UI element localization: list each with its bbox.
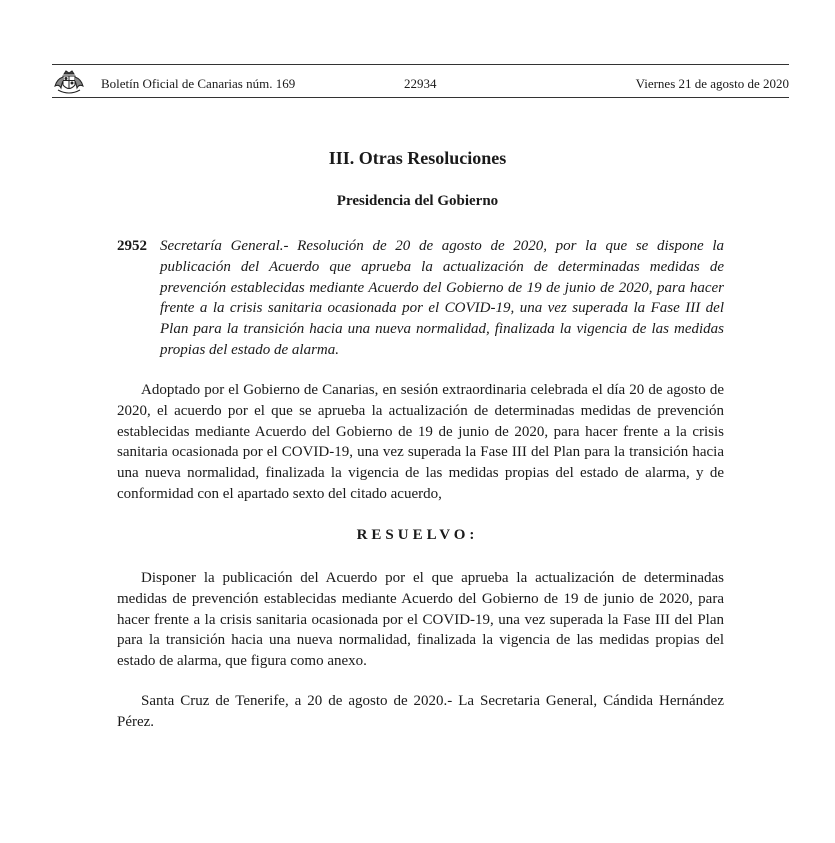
signature-paragraph: Santa Cruz de Tenerife, a 20 de agosto de 2020.- La Secretaria General, Cándida Hernández Pérez. — [117, 693, 724, 730]
body-paragraph-2: Disponer la publicación del Acuerdo por el que aprueba la actualización de determinadas medidas de prevención establecidas mediante Acuerdo del Gobierno de 19 de junio de 2020, para hacer frente a la crisis sanitaria ocasionada por el COVID-19, una vez superada la Fase III del Plan para la transición hacia una nueva normalidad, finalizada la vigencia de las medidas propias del estado de alarma, que figura como anexo. — [117, 570, 724, 670]
page-header — [52, 70, 789, 96]
header-bottom-rule — [52, 97, 789, 98]
coat-of-arms-icon — [52, 68, 86, 96]
resolution-text: Secretaría General.- Resolución de 20 de agosto de 2020, por la que se dispone la publicación del Acuerdo que aprueba la actualización de determinadas medidas de prevención establecidas mediante Acuerdo del Gobierno de 19 de junio de 2020, para hacer frente a la crisis sanitaria ocasionada por el COVID-19, una vez superada la Fase III del Plan para la transición hacia una nueva normalidad, finalizada la vigencia de las medidas propias del estado de alarma. — [160, 238, 724, 358]
section-title: III. Otras Resoluciones — [328, 148, 507, 168]
publication-date: Viernes 21 de agosto de 2020 — [635, 76, 789, 91]
resolution-summary — [117, 236, 724, 361]
resuelvo-heading: RESUELVO: — [356, 527, 479, 543]
department-title: Presidencia del Gobierno — [336, 193, 499, 209]
resolution-number: 2952 — [117, 238, 147, 254]
publication-name: Boletín Oficial de Canarias núm. 169 — [101, 76, 296, 91]
page-number: 22934 — [404, 76, 437, 91]
header-top-rule — [52, 64, 789, 65]
body-paragraph-1: Adoptado por el Gobierno de Canarias, en sesión extraordinaria celebrada el día 20 de agosto de 2020, el acuerdo por el que se aprueba la actualización de determinadas medidas de prevención establecidas mediante Acuerdo del Gobierno de 19 de junio de 2020, para hacer frente a la crisis sanitaria ocasionada por el COVID-19, una vez superada la Fase III del Plan para la transición hacia una nueva normalidad, finalizada la vigencia de las medidas propias del estado de alarma, y de conformidad con el apartado sexto del citado acuerdo, — [117, 382, 724, 502]
